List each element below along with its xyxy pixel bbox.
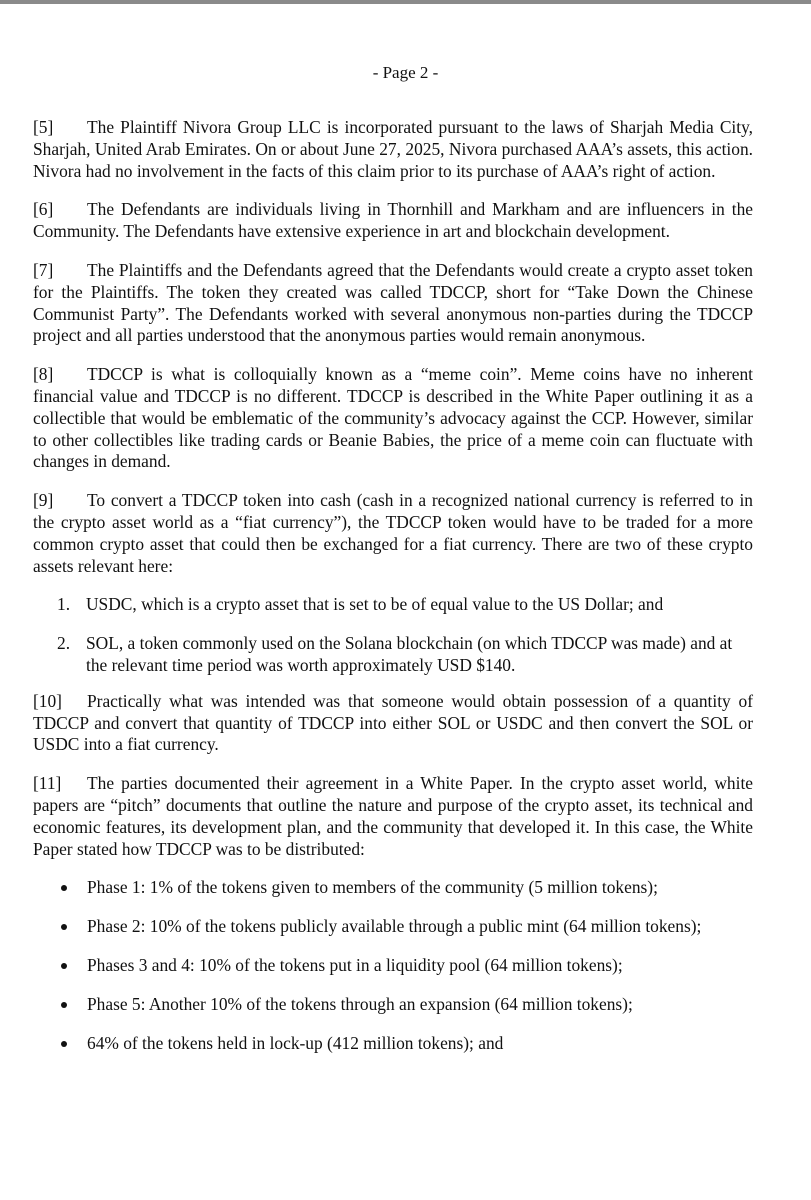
list-item-text: 64% of the tokens held in lock-up (412 million tokens); and: [87, 1032, 504, 1053]
paragraph-number: [11]: [33, 773, 62, 794]
paragraph-text: The Plaintiff Nivora Group LLC is incorporated pursuant to the laws of Sharjah Media City, Sharjah, United Arab Emirates. On or about June 27, 2025, Nivora purchased AAA’s assets, this action. Nivora had no involvement in the facts of this claim prior to its purchase of AAA’s right of action.: [33, 117, 753, 181]
list-item: [33, 877, 753, 899]
paragraph-text: Practically what was intended was that someone would obtain possession of a quantity of TDCCP and convert that quantity of TDCCP into either SOL or USDC and then convert the SOL or USDC into a fiat currency.: [33, 690, 753, 755]
list-item-text: SOL, a token commonly used on the Solana blockchain (on which TDCCP was made) and at the relevant time period was worth approximately USD $140.: [86, 633, 733, 675]
list-item: [33, 994, 753, 1016]
paragraph-text: To convert a TDCCP token into cash (cash in a recognized national currency is referred to in the crypto asset world as a “fiat currency”), the TDCCP token would have to be traded for a more common crypto asset that could then be exchanged for a fiat currency. There are two of these crypto assets relevant here:: [33, 490, 753, 576]
distribution-list: [33, 877, 753, 1054]
list-item: [33, 955, 753, 977]
list-item: [33, 633, 753, 677]
bullet-icon: [61, 963, 67, 969]
paragraph-6: [33, 199, 753, 243]
paragraph-5: [33, 117, 753, 182]
paragraph-number: [9]: [33, 490, 54, 511]
paragraph-number: [10]: [33, 690, 62, 711]
paragraph-11: [33, 773, 753, 860]
list-marker: 1.: [57, 594, 71, 615]
bullet-icon: [61, 1041, 67, 1047]
top-border: [0, 0, 811, 4]
paragraph-7: [33, 260, 753, 347]
paragraph-text: The Defendants are individuals living in Thornhill and Markham and are influencers in the Community. The Defendants have extensive experience in art and blockchain development.: [33, 199, 753, 242]
list-item-text: Phase 5: Another 10% of the tokens through an expansion (64 million tokens);: [87, 993, 633, 1014]
list-marker: 2.: [57, 633, 71, 654]
paragraph-text: The parties documented their agreement in a White Paper. In the crypto asset world, white papers are “pitch” documents that outline the nature and purpose of the crypto asset, its technical and economic features, its development plan, and the community that developed it. In this case, the White Paper stated how TDCCP was to be distributed:: [33, 773, 753, 859]
paragraph-8: [33, 364, 753, 473]
paragraph-number: [7]: [33, 259, 54, 280]
bullet-icon: [61, 885, 67, 891]
paragraph-10: [33, 691, 753, 756]
paragraph-text: The Plaintiffs and the Defendants agreed that the Defendants would create a crypto asset token for the Plaintiffs. The token they created was called TDCCP, short for “Take Down the Chinese Communist Party”. The Defendants worked with several anonymous non-parties during the TDCCP project and all parties understood that the anonymous parties would remain anonymous.: [33, 259, 753, 346]
paragraph-number: [5]: [33, 117, 54, 137]
paragraph-9: [33, 490, 753, 577]
bullet-icon: [61, 924, 67, 930]
bullet-icon: [61, 1002, 67, 1008]
list-item-text: Phase 1: 1% of the tokens given to members of the community (5 million tokens);: [87, 877, 658, 898]
paragraph-text: TDCCP is what is colloquially known as a “meme coin”. Meme coins have no inherent financial value and TDCCP is no different. TDCCP is described in the White Paper outlining it as a collectible that would be emblematic of the community’s advocacy against the CCP. However, similar to other collectibles like trading cards or Beanie Babies, the price of a meme coin can fluctuate with changes in demand.: [33, 364, 753, 472]
asset-list: [33, 594, 753, 676]
document-body: [33, 117, 753, 1054]
list-item: [33, 1033, 753, 1055]
page-number: - Page 2 -: [372, 63, 439, 82]
list-item-text: Phase 2: 10% of the tokens publicly available through a public mint (64 million tokens);: [87, 916, 702, 937]
list-item-text: USDC, which is a crypto asset that is set to be of equal value to the US Dollar; and: [86, 594, 664, 615]
list-item-text: Phases 3 and 4: 10% of the tokens put in a liquidity pool (64 million tokens);: [87, 954, 623, 975]
list-item: [33, 916, 753, 938]
list-item: [33, 594, 753, 616]
paragraph-number: [8]: [33, 364, 54, 385]
paragraph-number: [6]: [33, 199, 54, 220]
